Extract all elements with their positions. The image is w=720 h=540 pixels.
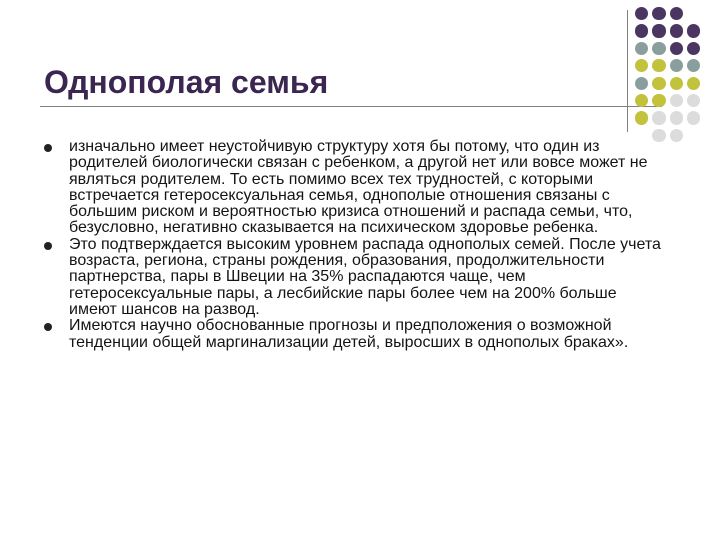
decorative-dot [687,94,700,107]
bullet-item [44,237,664,318]
bullet-item [44,139,664,237]
decorative-dot [635,42,648,55]
decorative-dot [687,24,700,37]
decorative-dot [652,111,665,124]
bullet-marker-icon [44,242,52,250]
decorative-dot [670,24,683,37]
decorative-dot [635,7,648,20]
decorative-dot [652,94,665,107]
bullet-item [44,318,664,351]
decorative-dot [652,7,665,20]
decorative-dot [670,77,683,90]
decorative-dot [687,42,700,55]
bullet-marker-icon [44,144,52,152]
decorative-dot [635,59,648,72]
decorative-dot [635,24,648,37]
decorative-dot [670,7,683,20]
slide-title: Однополая семья [44,64,329,100]
decorative-dot-grid [635,7,715,119]
decorative-dot [670,42,683,55]
decorative-dot [670,94,683,107]
bullet-text: Имеются научно обоснованные прогнозы и предположения о возможной тенденции общей маргинализации детей, выросших в однополых браках». [69,317,629,351]
decorative-dot [670,111,683,124]
decorative-dot [635,77,648,90]
vertical-rule [627,10,628,132]
decorative-dot [687,77,700,90]
decorative-dot [635,94,648,107]
decorative-dot [670,59,683,72]
bullet-marker-icon [44,323,52,331]
decorative-dot [652,24,665,37]
bullet-text: изначально имеет неустойчивую структуру хотя бы потому, что один из родителей биологически связан с ребенком, а другой нет или вовсе может не являться родителем. То есть помимо всех тех трудностей, с которыми встречается гетеросексуальная семья, однополые отношения связаны с большим риском и вероятностью кризиса отношений и распада семьи, что, безусловно, негативно сказывается на психическом здоровье ребенка. [69,138,648,237]
bullet-text: Это подтверждается высоким уровнем распада однополых семей. После учета возраста, региона, страны рождения, образования, продолжительности партнерства, пары в Швеции на 35% распадаются чаще, чем гетеросексуальные пары, а лесбийские пары более чем на 200% больше имеют шансов на развод. [69,235,661,318]
decorative-dot [670,129,683,142]
decorative-dot [687,59,700,72]
decorative-dot [652,59,665,72]
decorative-dot [652,77,665,90]
title-underline-rule [40,106,662,107]
bullet-list [44,139,664,351]
decorative-dot [687,111,700,124]
decorative-dot [652,42,665,55]
decorative-dot [635,111,648,124]
